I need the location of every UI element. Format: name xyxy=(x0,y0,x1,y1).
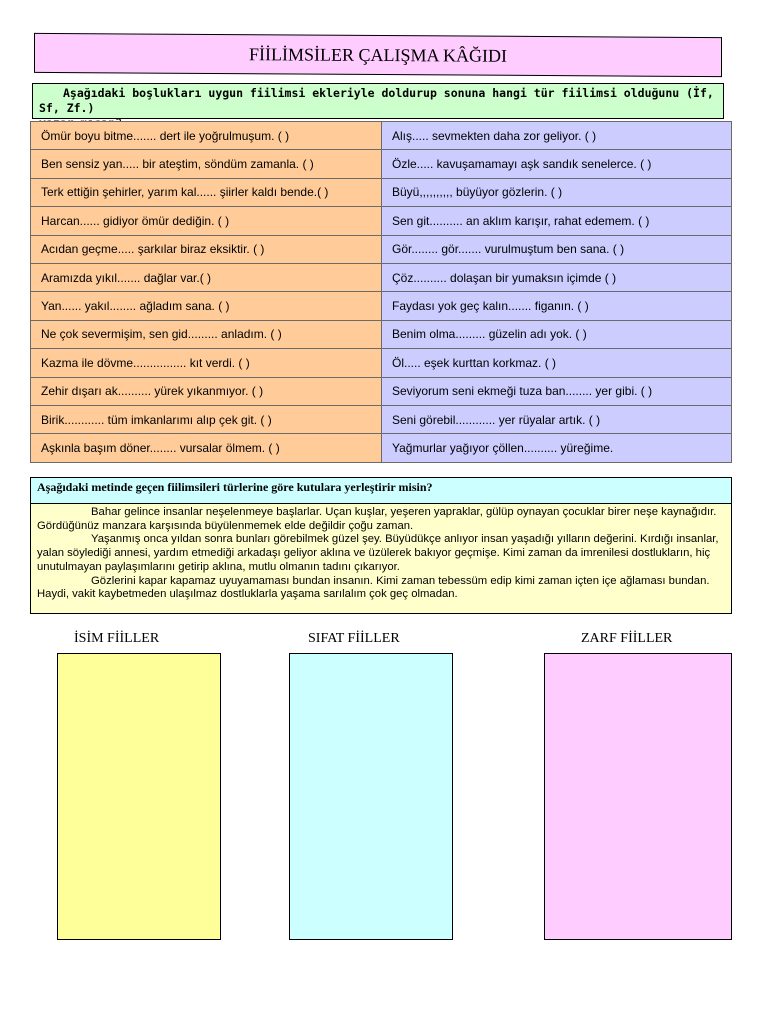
row-right[interactable]: Gör........ gör....... vurulmuştum ben sana. ( ) xyxy=(382,235,732,263)
row-left[interactable]: Ben sensiz yan..... bir ateştim, söndüm zamanla. ( ) xyxy=(31,150,382,178)
row-right[interactable]: Seni görebil............ yer rüyalar artık. ( ) xyxy=(382,405,732,433)
instruction-1 xyxy=(32,83,724,119)
passage-paragraph: Gözlerini kapar kapamaz uyuyamaması bundan insanın. Kimi zaman tebessüm edip kimi zaman içten içe ağlaması bundan. Haydi, vakit kaybetmeden ulaşılmaz dostluklarla yaşama sarılalım çok geç olmadan. xyxy=(37,574,710,601)
table-row xyxy=(31,405,732,433)
title-text: FİİLİMSİLER ÇALIŞMA KÂĞIDI xyxy=(249,43,507,66)
fill-in-table xyxy=(30,121,732,463)
row-right[interactable]: Sen git.......... an aklım karışır, rahat edemem. ( ) xyxy=(382,207,732,235)
row-left[interactable]: Aramızda yıkıl....... dağlar var.( ) xyxy=(31,263,382,291)
row-left[interactable]: Acıdan geçme..... şarkılar biraz eksiktir. ( ) xyxy=(31,235,382,263)
table-row xyxy=(31,349,732,377)
row-right[interactable]: Benim olma......... güzelin adı yok. ( ) xyxy=(382,320,732,348)
table-row xyxy=(31,150,732,178)
row-left[interactable]: Birik............ tüm imkanlarımı alıp çek git. ( ) xyxy=(31,405,382,433)
sifat-fiiller-label: SIFAT FİİLLER xyxy=(308,631,400,646)
row-left[interactable]: Yan...... yakıl........ ağladım sana. ( ) xyxy=(31,292,382,320)
sifat-fiiller-box[interactable] xyxy=(289,653,453,940)
row-right[interactable]: Alış..... sevmekten daha zor geliyor. ( ) xyxy=(382,122,732,150)
table-row xyxy=(31,235,732,263)
table-row xyxy=(31,320,732,348)
isim-fiiller-label: İSİM FİİLLER xyxy=(74,631,160,646)
row-right[interactable]: Özle..... kavuşamamayı aşk sandık senelerce. ( ) xyxy=(382,150,732,178)
row-right[interactable]: Yağmurlar yağıyor çöllen.......... yüreğime. xyxy=(382,434,732,462)
reading-passage xyxy=(30,504,732,614)
table-row xyxy=(31,377,732,405)
question-2-heading: Aşağıdaki metinde geçen fiilimsileri türlerine göre kutulara yerleştirir misin? xyxy=(30,477,732,504)
row-right[interactable]: Seviyorum seni ekmeği tuza ban........ yer gibi. ( ) xyxy=(382,377,732,405)
zarf-fiiller-box[interactable] xyxy=(544,653,732,940)
row-right[interactable]: Öl..... eşek kurttan korkmaz. ( ) xyxy=(382,349,732,377)
row-left[interactable]: Kazma ile dövme................ kıt verdi. ( ) xyxy=(31,349,382,377)
passage-paragraph: Yaşanmış onca yıldan sonra bunları görebilmek güzel şey. Büyüdükçe anlıyor insan yaşadığı yılların değerini. Kırdığı insanlar, yalan söylediği annesi, yardım etmediği arkadaşı geliyor aklına ve üzülerek bakıyor geçmişe. Kimi zaman da imrenilesi dostlukların, hiç unutulmayan paylaşımlarını getirip aklına, mutlu olmanın tadını çıkarıyor. xyxy=(37,533,719,573)
row-right[interactable]: Çöz.......... dolaşan bir yumaksın içimde ( ) xyxy=(382,263,732,291)
table-row xyxy=(31,122,732,150)
page-title xyxy=(34,33,722,77)
table-row xyxy=(31,434,732,462)
row-right[interactable]: Faydası yok geç kalın....... figanın. ( ) xyxy=(382,292,732,320)
instruction-1-line1: Aşağıdaki boşlukları uygun fiilimsi ekleriyle doldurup sonuna hangi tür fiilimsi olduğunu (İf, Sf, Zf.) xyxy=(39,86,714,115)
row-left[interactable]: Aşkınla başım döner........ vursalar ölmem. ( ) xyxy=(31,434,382,462)
passage-paragraph: Bahar gelince insanlar neşelenmeye başlarlar. Uçan kuşlar, yeşeren yapraklar, gülüp oynayan çocuklar birer neşe kaynağıdır. Gördüğünüz manzara karşısında büyülenmemek elde değildir çoğu zaman. xyxy=(37,506,717,532)
table-row xyxy=(31,178,732,206)
isim-fiiller-box[interactable] xyxy=(57,653,221,940)
row-left[interactable]: Terk ettiğin şehirler, yarım kal...... şiirler kaldı bende.( ) xyxy=(31,178,382,206)
row-left[interactable]: Ne çok severmişim, sen gid......... anladım. ( ) xyxy=(31,320,382,348)
row-left[interactable]: Ömür boyu bitme....... dert ile yoğrulmuşum. ( ) xyxy=(31,122,382,150)
table-row xyxy=(31,292,732,320)
table-row xyxy=(31,207,732,235)
table-row xyxy=(31,263,732,291)
row-left[interactable]: Harcan...... gidiyor ömür dediğin. ( ) xyxy=(31,207,382,235)
zarf-fiiller-label: ZARF FİİLLER xyxy=(581,631,673,646)
row-right[interactable]: Büyü,,,,,,,,,, büyüyor gözlerin. ( ) xyxy=(382,178,732,206)
row-left[interactable]: Zehir dışarı ak.......... yürek yıkanmıyor. ( ) xyxy=(31,377,382,405)
